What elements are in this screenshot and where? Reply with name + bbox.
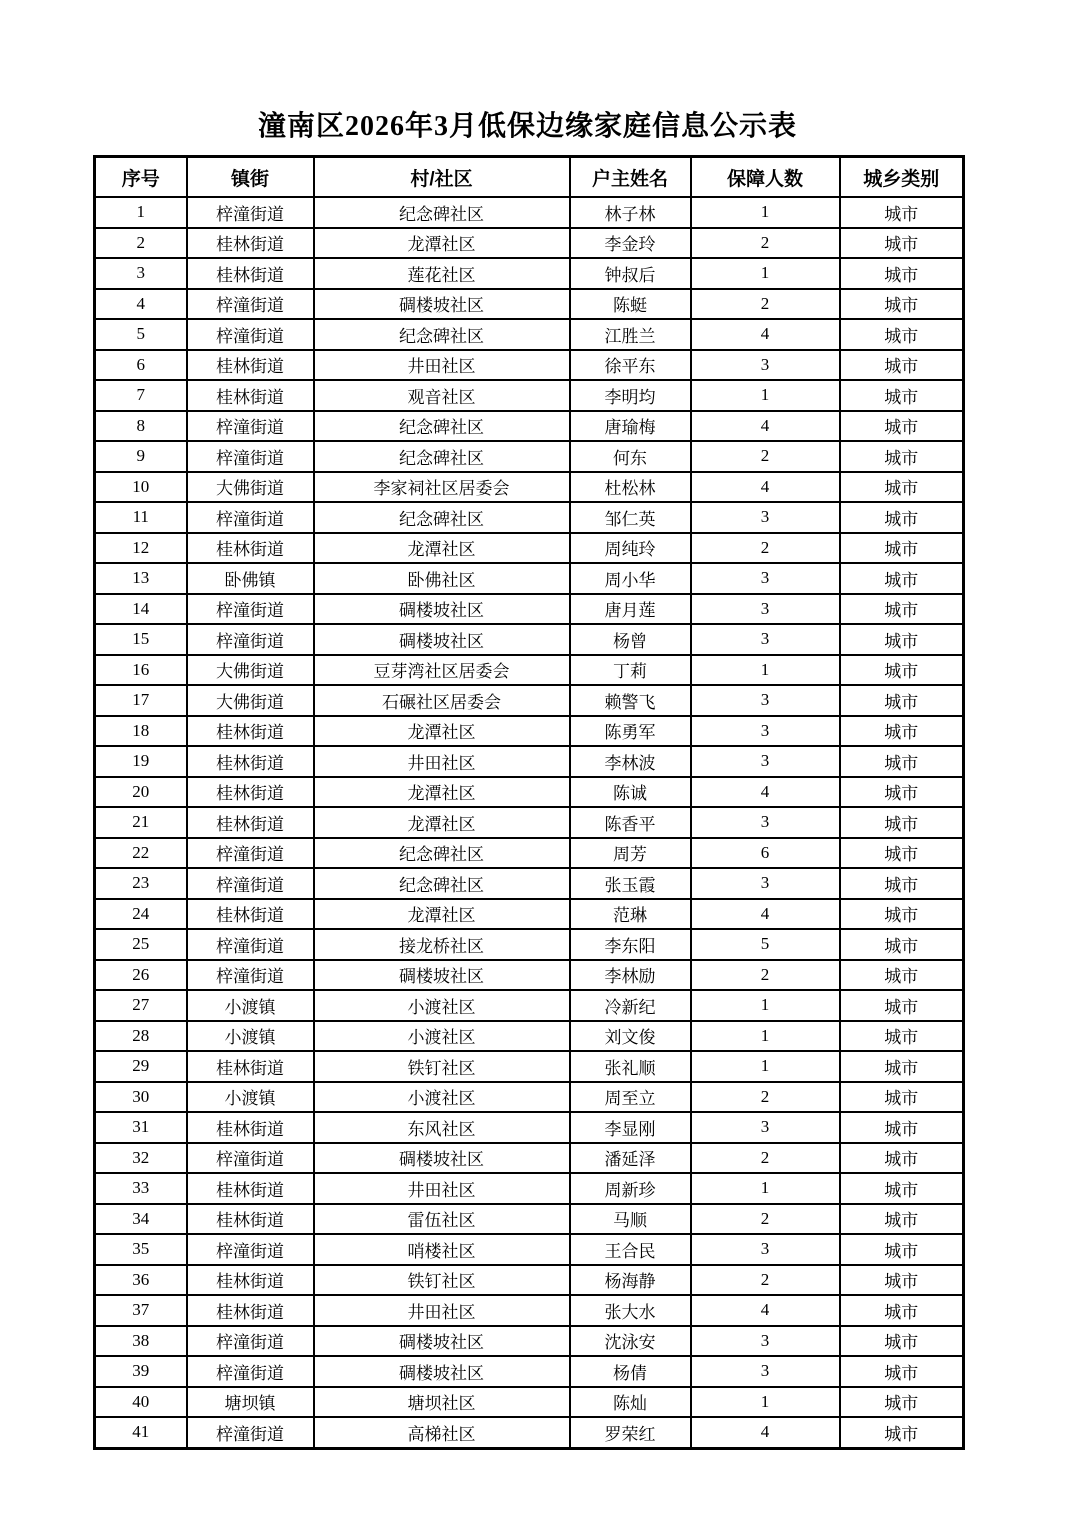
- cell-name: 赖警飞: [570, 685, 691, 716]
- cell-seq: 34: [95, 1204, 187, 1235]
- cell-category: 城市: [840, 441, 964, 472]
- cell-persons: 4: [691, 1295, 840, 1326]
- cell-village: 哨楼社区: [314, 1234, 570, 1265]
- cell-town: 桂林街道: [187, 807, 314, 838]
- cell-name: 唐月莲: [570, 594, 691, 625]
- cell-seq: 24: [95, 899, 187, 930]
- cell-persons: 2: [691, 960, 840, 991]
- cell-category: 城市: [840, 624, 964, 655]
- table-row: [95, 1051, 964, 1082]
- table-row: [95, 685, 964, 716]
- cell-category: 城市: [840, 1265, 964, 1296]
- cell-category: 城市: [840, 258, 964, 289]
- cell-village: 雷伍社区: [314, 1204, 570, 1235]
- table-row: [95, 1234, 964, 1265]
- cell-category: 城市: [840, 1387, 964, 1418]
- cell-name: 马顺: [570, 1204, 691, 1235]
- cell-seq: 4: [95, 289, 187, 320]
- cell-town: 桂林街道: [187, 1051, 314, 1082]
- cell-village: 纪念碑社区: [314, 838, 570, 869]
- cell-name: 陈灿: [570, 1387, 691, 1418]
- cell-name: 李东阳: [570, 929, 691, 960]
- cell-name: 唐瑜梅: [570, 411, 691, 442]
- cell-village: 井田社区: [314, 350, 570, 381]
- table-row: [95, 1112, 964, 1143]
- cell-village: 高梯社区: [314, 1417, 570, 1448]
- cell-town: 小渡镇: [187, 990, 314, 1021]
- cell-persons: 2: [691, 228, 840, 259]
- cell-village: 铁钉社区: [314, 1265, 570, 1296]
- table-row: [95, 624, 964, 655]
- cell-category: 城市: [840, 655, 964, 686]
- cell-town: 梓潼街道: [187, 319, 314, 350]
- cell-town: 桂林街道: [187, 1173, 314, 1204]
- cell-seq: 32: [95, 1143, 187, 1174]
- cell-village: 龙潭社区: [314, 899, 570, 930]
- cell-town: 桂林街道: [187, 899, 314, 930]
- cell-seq: 7: [95, 380, 187, 411]
- cell-town: 小渡镇: [187, 1021, 314, 1052]
- cell-seq: 41: [95, 1417, 187, 1448]
- cell-village: 纪念碑社区: [314, 411, 570, 442]
- cell-village: 龙潭社区: [314, 228, 570, 259]
- cell-category: 城市: [840, 594, 964, 625]
- cell-name: 杨倩: [570, 1356, 691, 1387]
- table-row: [95, 502, 964, 533]
- cell-seq: 23: [95, 868, 187, 899]
- cell-town: 桂林街道: [187, 1265, 314, 1296]
- cell-category: 城市: [840, 807, 964, 838]
- cell-persons: 1: [691, 1021, 840, 1052]
- cell-category: 城市: [840, 716, 964, 747]
- column-header-category: 城乡类别: [840, 157, 964, 198]
- cell-persons: 2: [691, 289, 840, 320]
- table-row: [95, 960, 964, 991]
- cell-persons: 5: [691, 929, 840, 960]
- table-row: [95, 258, 964, 289]
- cell-category: 城市: [840, 990, 964, 1021]
- cell-village: 井田社区: [314, 746, 570, 777]
- cell-seq: 5: [95, 319, 187, 350]
- cell-village: 豆芽湾社区居委会: [314, 655, 570, 686]
- cell-category: 城市: [840, 1356, 964, 1387]
- table-row: [95, 411, 964, 442]
- table-row: [95, 838, 964, 869]
- cell-persons: 3: [691, 563, 840, 594]
- cell-category: 城市: [840, 1112, 964, 1143]
- cell-town: 梓潼街道: [187, 289, 314, 320]
- table-row: [95, 1082, 964, 1113]
- cell-persons: 3: [691, 807, 840, 838]
- cell-town: 桂林街道: [187, 1112, 314, 1143]
- cell-name: 王合民: [570, 1234, 691, 1265]
- cell-village: 观音社区: [314, 380, 570, 411]
- cell-category: 城市: [840, 929, 964, 960]
- cell-seq: 21: [95, 807, 187, 838]
- table-row: [95, 350, 964, 381]
- cell-village: 纪念碑社区: [314, 197, 570, 228]
- cell-town: 梓潼街道: [187, 197, 314, 228]
- table-row: [95, 1143, 964, 1174]
- table-row: [95, 289, 964, 320]
- cell-name: 钟叔后: [570, 258, 691, 289]
- cell-persons: 3: [691, 1112, 840, 1143]
- cell-name: 李明均: [570, 380, 691, 411]
- cell-persons: 4: [691, 777, 840, 808]
- cell-town: 塘坝镇: [187, 1387, 314, 1418]
- cell-village: 龙潭社区: [314, 807, 570, 838]
- cell-name: 张大水: [570, 1295, 691, 1326]
- cell-seq: 28: [95, 1021, 187, 1052]
- cell-town: 梓潼街道: [187, 1143, 314, 1174]
- cell-town: 梓潼街道: [187, 411, 314, 442]
- cell-persons: 1: [691, 197, 840, 228]
- cell-seq: 30: [95, 1082, 187, 1113]
- cell-town: 桂林街道: [187, 1204, 314, 1235]
- cell-town: 梓潼街道: [187, 441, 314, 472]
- column-header-town: 镇街: [187, 157, 314, 198]
- cell-village: 龙潭社区: [314, 777, 570, 808]
- cell-seq: 31: [95, 1112, 187, 1143]
- table-row: [95, 563, 964, 594]
- table-row: [95, 1387, 964, 1418]
- cell-town: 梓潼街道: [187, 1356, 314, 1387]
- cell-name: 冷新纪: [570, 990, 691, 1021]
- cell-village: 碉楼坡社区: [314, 1326, 570, 1357]
- table-header-row: [95, 157, 964, 198]
- cell-village: 接龙桥社区: [314, 929, 570, 960]
- cell-village: 卧佛社区: [314, 563, 570, 594]
- cell-name: 周新珍: [570, 1173, 691, 1204]
- cell-town: 梓潼街道: [187, 502, 314, 533]
- table-row: [95, 197, 964, 228]
- cell-category: 城市: [840, 411, 964, 442]
- cell-name: 何东: [570, 441, 691, 472]
- cell-category: 城市: [840, 1021, 964, 1052]
- cell-village: 井田社区: [314, 1173, 570, 1204]
- cell-seq: 38: [95, 1326, 187, 1357]
- cell-seq: 20: [95, 777, 187, 808]
- cell-category: 城市: [840, 228, 964, 259]
- table-row: [95, 1173, 964, 1204]
- cell-town: 桂林街道: [187, 746, 314, 777]
- cell-town: 梓潼街道: [187, 624, 314, 655]
- cell-persons: 2: [691, 1265, 840, 1296]
- cell-town: 大佛街道: [187, 472, 314, 503]
- table-row: [95, 990, 964, 1021]
- cell-name: 林子林: [570, 197, 691, 228]
- cell-town: 梓潼街道: [187, 960, 314, 991]
- cell-category: 城市: [840, 1234, 964, 1265]
- cell-category: 城市: [840, 685, 964, 716]
- cell-name: 周芳: [570, 838, 691, 869]
- cell-persons: 4: [691, 472, 840, 503]
- cell-seq: 17: [95, 685, 187, 716]
- cell-seq: 39: [95, 1356, 187, 1387]
- cell-village: 莲花社区: [314, 258, 570, 289]
- cell-village: 纪念碑社区: [314, 868, 570, 899]
- cell-persons: 3: [691, 594, 840, 625]
- cell-village: 小渡社区: [314, 1021, 570, 1052]
- cell-category: 城市: [840, 1051, 964, 1082]
- cell-category: 城市: [840, 1173, 964, 1204]
- cell-category: 城市: [840, 746, 964, 777]
- cell-persons: 4: [691, 1417, 840, 1448]
- table-row: [95, 1356, 964, 1387]
- cell-seq: 1: [95, 197, 187, 228]
- column-header-village: 村/社区: [314, 157, 570, 198]
- cell-town: 大佛街道: [187, 685, 314, 716]
- cell-village: 铁钉社区: [314, 1051, 570, 1082]
- column-header-name: 户主姓名: [570, 157, 691, 198]
- cell-town: 小渡镇: [187, 1082, 314, 1113]
- cell-seq: 40: [95, 1387, 187, 1418]
- cell-category: 城市: [840, 838, 964, 869]
- cell-town: 梓潼街道: [187, 838, 314, 869]
- cell-seq: 36: [95, 1265, 187, 1296]
- page-title: 潼南区2026年3月低保边缘家庭信息公示表: [257, 111, 797, 142]
- table-row: [95, 594, 964, 625]
- cell-category: 城市: [840, 350, 964, 381]
- cell-category: 城市: [840, 472, 964, 503]
- cell-town: 桂林街道: [187, 777, 314, 808]
- cell-persons: 6: [691, 838, 840, 869]
- cell-persons: 4: [691, 411, 840, 442]
- table-row: [95, 868, 964, 899]
- table-row: [95, 1417, 964, 1448]
- cell-persons: 1: [691, 380, 840, 411]
- table-row: [95, 1021, 964, 1052]
- table-row: [95, 380, 964, 411]
- cell-seq: 15: [95, 624, 187, 655]
- cell-town: 桂林街道: [187, 380, 314, 411]
- cell-name: 周小华: [570, 563, 691, 594]
- cell-persons: 1: [691, 258, 840, 289]
- cell-name: 潘延泽: [570, 1143, 691, 1174]
- cell-name: 李林波: [570, 746, 691, 777]
- cell-seq: 8: [95, 411, 187, 442]
- table-row: [95, 1326, 964, 1357]
- cell-category: 城市: [840, 563, 964, 594]
- cell-name: 李林励: [570, 960, 691, 991]
- cell-persons: 4: [691, 319, 840, 350]
- cell-village: 东风社区: [314, 1112, 570, 1143]
- cell-seq: 26: [95, 960, 187, 991]
- cell-name: 徐平东: [570, 350, 691, 381]
- cell-town: 梓潼街道: [187, 929, 314, 960]
- table-row: [95, 777, 964, 808]
- cell-category: 城市: [840, 1417, 964, 1448]
- cell-category: 城市: [840, 1082, 964, 1113]
- cell-town: 桂林街道: [187, 350, 314, 381]
- cell-seq: 3: [95, 258, 187, 289]
- cell-village: 井田社区: [314, 1295, 570, 1326]
- cell-seq: 18: [95, 716, 187, 747]
- cell-name: 张礼顺: [570, 1051, 691, 1082]
- cell-seq: 11: [95, 502, 187, 533]
- cell-village: 碉楼坡社区: [314, 289, 570, 320]
- cell-village: 小渡社区: [314, 990, 570, 1021]
- cell-category: 城市: [840, 533, 964, 564]
- cell-persons: 3: [691, 716, 840, 747]
- cell-village: 碉楼坡社区: [314, 960, 570, 991]
- cell-name: 陈勇军: [570, 716, 691, 747]
- cell-name: 陈香平: [570, 807, 691, 838]
- cell-name: 丁莉: [570, 655, 691, 686]
- cell-name: 杨曾: [570, 624, 691, 655]
- cell-category: 城市: [840, 319, 964, 350]
- cell-seq: 35: [95, 1234, 187, 1265]
- cell-town: 卧佛镇: [187, 563, 314, 594]
- table-row: [95, 441, 964, 472]
- table-row: [95, 533, 964, 564]
- table-row: [95, 319, 964, 350]
- table-row: [95, 746, 964, 777]
- table-row: [95, 228, 964, 259]
- cell-name: 杨海静: [570, 1265, 691, 1296]
- cell-village: 纪念碑社区: [314, 441, 570, 472]
- cell-category: 城市: [840, 502, 964, 533]
- cell-name: 李显刚: [570, 1112, 691, 1143]
- cell-persons: 1: [691, 990, 840, 1021]
- cell-name: 刘文俊: [570, 1021, 691, 1052]
- cell-village: 小渡社区: [314, 1082, 570, 1113]
- cell-seq: 14: [95, 594, 187, 625]
- cell-persons: 3: [691, 1356, 840, 1387]
- cell-seq: 25: [95, 929, 187, 960]
- cell-name: 江胜兰: [570, 319, 691, 350]
- cell-name: 周至立: [570, 1082, 691, 1113]
- cell-persons: 3: [691, 1326, 840, 1357]
- cell-persons: 2: [691, 1204, 840, 1235]
- cell-seq: 37: [95, 1295, 187, 1326]
- cell-town: 桂林街道: [187, 716, 314, 747]
- cell-category: 城市: [840, 380, 964, 411]
- cell-persons: 3: [691, 1234, 840, 1265]
- cell-seq: 12: [95, 533, 187, 564]
- cell-name: 沈泳安: [570, 1326, 691, 1357]
- cell-category: 城市: [840, 777, 964, 808]
- table-row: [95, 716, 964, 747]
- cell-town: 桂林街道: [187, 1295, 314, 1326]
- cell-town: 梓潼街道: [187, 1417, 314, 1448]
- cell-persons: 2: [691, 1143, 840, 1174]
- cell-town: 大佛街道: [187, 655, 314, 686]
- cell-seq: 6: [95, 350, 187, 381]
- cell-seq: 22: [95, 838, 187, 869]
- cell-seq: 16: [95, 655, 187, 686]
- cell-village: 龙潭社区: [314, 533, 570, 564]
- cell-persons: 3: [691, 502, 840, 533]
- cell-seq: 10: [95, 472, 187, 503]
- cell-village: 碉楼坡社区: [314, 624, 570, 655]
- cell-name: 周纯玲: [570, 533, 691, 564]
- cell-persons: 2: [691, 1082, 840, 1113]
- cell-name: 杜松林: [570, 472, 691, 503]
- cell-category: 城市: [840, 197, 964, 228]
- cell-village: 纪念碑社区: [314, 319, 570, 350]
- cell-persons: 1: [691, 655, 840, 686]
- cell-village: 塘坝社区: [314, 1387, 570, 1418]
- cell-town: 梓潼街道: [187, 594, 314, 625]
- cell-persons: 2: [691, 533, 840, 564]
- cell-village: 石碾社区居委会: [314, 685, 570, 716]
- cell-persons: 1: [691, 1387, 840, 1418]
- cell-name: 张玉霞: [570, 868, 691, 899]
- table-row: [95, 929, 964, 960]
- cell-persons: 3: [691, 350, 840, 381]
- cell-village: 李家祠社区居委会: [314, 472, 570, 503]
- cell-persons: 3: [691, 868, 840, 899]
- cell-seq: 33: [95, 1173, 187, 1204]
- cell-town: 梓潼街道: [187, 1326, 314, 1357]
- cell-persons: 1: [691, 1051, 840, 1082]
- cell-seq: 13: [95, 563, 187, 594]
- cell-town: 梓潼街道: [187, 868, 314, 899]
- cell-seq: 29: [95, 1051, 187, 1082]
- cell-persons: 1: [691, 1173, 840, 1204]
- cell-village: 纪念碑社区: [314, 502, 570, 533]
- benefit-roster-table: [93, 155, 965, 1450]
- cell-name: 罗荣红: [570, 1417, 691, 1448]
- cell-name: 陈蜓: [570, 289, 691, 320]
- cell-seq: 2: [95, 228, 187, 259]
- cell-seq: 9: [95, 441, 187, 472]
- cell-category: 城市: [840, 1295, 964, 1326]
- cell-name: 陈诚: [570, 777, 691, 808]
- cell-persons: 3: [691, 685, 840, 716]
- cell-name: 邹仁英: [570, 502, 691, 533]
- cell-category: 城市: [840, 960, 964, 991]
- cell-village: 碉楼坡社区: [314, 1356, 570, 1387]
- cell-village: 碉楼坡社区: [314, 594, 570, 625]
- cell-persons: 2: [691, 441, 840, 472]
- cell-category: 城市: [840, 1143, 964, 1174]
- cell-village: 龙潭社区: [314, 716, 570, 747]
- column-header-seq: 序号: [95, 157, 187, 198]
- cell-category: 城市: [840, 899, 964, 930]
- cell-persons: 3: [691, 746, 840, 777]
- cell-category: 城市: [840, 289, 964, 320]
- table-row: [95, 899, 964, 930]
- cell-name: 李金玲: [570, 228, 691, 259]
- cell-persons: 4: [691, 899, 840, 930]
- table-row: [95, 472, 964, 503]
- cell-village: 碉楼坡社区: [314, 1143, 570, 1174]
- table-row: [95, 807, 964, 838]
- cell-seq: 27: [95, 990, 187, 1021]
- cell-seq: 19: [95, 746, 187, 777]
- cell-category: 城市: [840, 1204, 964, 1235]
- table-row: [95, 1204, 964, 1235]
- cell-name: 范琳: [570, 899, 691, 930]
- column-header-persons: 保障人数: [691, 157, 840, 198]
- cell-category: 城市: [840, 1326, 964, 1357]
- cell-town: 桂林街道: [187, 258, 314, 289]
- cell-town: 桂林街道: [187, 533, 314, 564]
- table-row: [95, 1295, 964, 1326]
- table-row: [95, 655, 964, 686]
- table-row: [95, 1265, 964, 1296]
- cell-persons: 3: [691, 624, 840, 655]
- cell-town: 桂林街道: [187, 228, 314, 259]
- cell-town: 梓潼街道: [187, 1234, 314, 1265]
- cell-category: 城市: [840, 868, 964, 899]
